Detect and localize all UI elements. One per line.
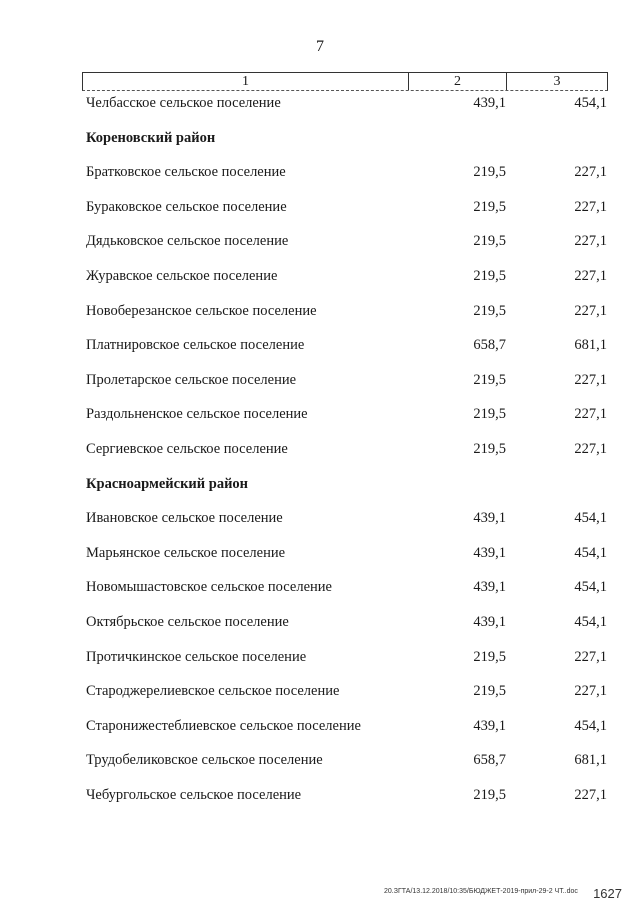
settlement-name: Марьянское сельское поселение (86, 545, 286, 561)
value-col-2: 219,5 (473, 649, 506, 665)
value-col-3: 681,1 (574, 337, 607, 353)
value-col-3: 454,1 (574, 614, 607, 630)
value-col-3: 227,1 (574, 441, 607, 457)
table-row (0, 335, 640, 355)
value-col-2: 219,5 (473, 787, 506, 803)
table-row (0, 301, 640, 321)
header-col-3: 3 (553, 73, 561, 89)
value-col-2: 439,1 (473, 510, 506, 526)
settlement-name: Чебургольское сельское поселение (86, 787, 302, 803)
table-row (0, 647, 640, 667)
settlement-name: Бураковское сельское поселение (86, 199, 287, 215)
value-col-2: 219,5 (473, 683, 506, 699)
settlement-name: Сергиевское сельское поселение (86, 441, 288, 457)
value-col-3: 681,1 (574, 752, 607, 768)
table-row (0, 543, 640, 563)
value-col-2: 219,5 (473, 199, 506, 215)
settlement-name: Трудобеликовское сельское поселение (86, 752, 323, 768)
table-row (0, 404, 640, 424)
value-col-2: 439,1 (473, 718, 506, 734)
settlement-name: Старонижестеблиевское сельское поселение (86, 718, 361, 734)
settlement-name: Ивановское сельское поселение (86, 510, 283, 526)
value-col-3: 227,1 (574, 372, 607, 388)
table-header (82, 72, 608, 91)
value-col-2: 658,7 (473, 752, 506, 768)
value-col-2: 439,1 (473, 545, 506, 561)
value-col-2: 439,1 (473, 614, 506, 630)
value-col-3: 454,1 (574, 579, 607, 595)
table-row (0, 162, 640, 182)
value-col-3: 227,1 (574, 683, 607, 699)
value-col-3: 227,1 (574, 406, 607, 422)
table-row (0, 93, 640, 113)
settlement-name: Платнировское сельское поселение (86, 337, 305, 353)
settlement-name: Октябрьское сельское поселение (86, 614, 289, 630)
table-row (0, 370, 640, 390)
section-heading-row (0, 128, 640, 148)
value-col-3: 454,1 (574, 95, 607, 111)
value-col-3: 227,1 (574, 268, 607, 284)
value-col-3: 227,1 (574, 199, 607, 215)
footer-corner-mark: 1627 (593, 886, 622, 901)
section-heading-row (0, 474, 640, 494)
value-col-2: 439,1 (473, 95, 506, 111)
value-col-3: 227,1 (574, 787, 607, 803)
value-col-2: 219,5 (473, 233, 506, 249)
page-number: 7 (316, 38, 324, 55)
value-col-3: 454,1 (574, 510, 607, 526)
value-col-3: 227,1 (574, 233, 607, 249)
footer-file-stamp: 20.ЗГТА/13.12.2018/10:35/БЮДЖЕТ-2019-прил-29-2 ЧТ..doc (384, 888, 578, 895)
header-col-1: 1 (83, 73, 409, 90)
settlement-name: Новомышастовское сельское поселение (86, 579, 332, 595)
value-col-3: 227,1 (574, 164, 607, 180)
settlement-name: Братковское сельское поселение (86, 164, 286, 180)
table-row (0, 197, 640, 217)
table-row (0, 231, 640, 251)
settlement-name: Челбасское сельское поселение (86, 95, 281, 111)
district-name: Красноармейский район (86, 476, 249, 492)
value-col-2: 219,5 (473, 303, 506, 319)
settlement-name: Раздольненское сельское поселение (86, 406, 308, 422)
value-col-2: 219,5 (473, 268, 506, 284)
settlement-name: Пролетарское сельское поселение (86, 372, 297, 388)
table-row (0, 681, 640, 701)
value-col-2: 219,5 (473, 406, 506, 422)
settlement-name: Новоберезанское сельское поселение (86, 303, 317, 319)
settlement-name: Дядьковское сельское поселение (86, 233, 289, 249)
table-row (0, 750, 640, 770)
table-row (0, 508, 640, 528)
table-row (0, 716, 640, 736)
value-col-3: 454,1 (574, 545, 607, 561)
table-row (0, 577, 640, 597)
value-col-2: 658,7 (473, 337, 506, 353)
table-row (0, 612, 640, 632)
value-col-2: 439,1 (473, 579, 506, 595)
settlement-name: Журавское сельское поселение (86, 268, 278, 284)
value-col-2: 219,5 (473, 441, 506, 457)
table-row (0, 266, 640, 286)
value-col-3: 454,1 (574, 718, 607, 734)
value-col-3: 227,1 (574, 649, 607, 665)
value-col-2: 219,5 (473, 372, 506, 388)
district-name: Кореновский район (86, 130, 216, 146)
value-col-3: 227,1 (574, 303, 607, 319)
header-col-2: 2 (409, 73, 507, 90)
value-col-2: 219,5 (473, 164, 506, 180)
settlement-name: Староджерелиевское сельское поселение (86, 683, 340, 699)
settlement-name: Протичкинское сельское поселение (86, 649, 307, 665)
table-row (0, 785, 640, 805)
table-row (0, 439, 640, 459)
